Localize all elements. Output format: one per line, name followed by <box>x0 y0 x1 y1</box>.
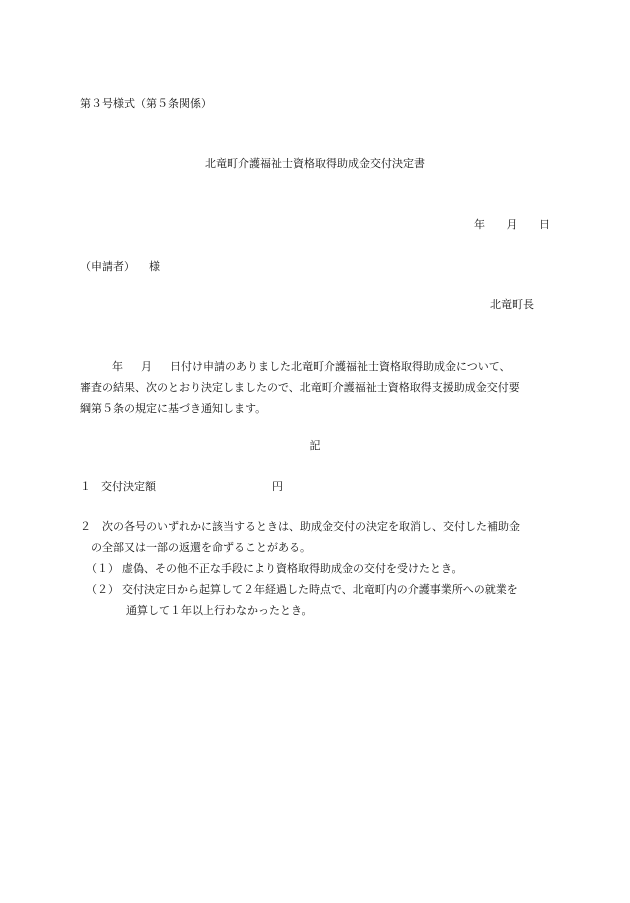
date-year: 年 <box>474 218 485 231</box>
body-line-3: 綱第５条の規定に基づき通知します。 <box>80 402 267 415</box>
sub-2-line-2: 通算して１年以上行わなかったとき。 <box>126 604 313 617</box>
sub-2-text-1: 交付決定日から起算して２年経過した時点で、北竜町内の介護事業所への就業を <box>122 583 518 596</box>
body-year: 年 <box>112 360 123 373</box>
issue-date <box>456 216 550 234</box>
item-2-line-1 <box>80 516 552 537</box>
document-title: 北竜町介護福祉士資格取得助成金交付決定書 <box>205 157 425 170</box>
body-line1-rest: 日付け申請のありました北竜町介護福祉士資格取得助成金について、 <box>170 360 511 373</box>
issuer-name: 北竜町長 <box>490 298 534 311</box>
sub-2-line-1 <box>86 579 552 600</box>
item-2-sub-1 <box>86 558 552 579</box>
item-2-number: ２ <box>80 520 91 533</box>
notice-body <box>80 356 552 419</box>
item-2-sub-2 <box>86 579 552 621</box>
sub-1-number: （１） <box>86 562 119 575</box>
sub-1-text: 虚偽、その他不正な手段により資格取得助成金の交付を受けたとき。 <box>122 562 463 575</box>
item-1-unit: 円 <box>272 480 283 493</box>
item-1-number: １ <box>80 480 91 493</box>
applicant-honorific: 様 <box>149 260 160 273</box>
body-month: 月 <box>141 360 152 373</box>
body-line-2: 審査の結果、次のとおり決定しましたので、北竜町介護福祉士資格取得支援助成金交付要 <box>80 381 520 394</box>
date-month: 月 <box>506 218 518 231</box>
ki-heading: 記 <box>309 439 321 452</box>
applicant-line <box>80 258 160 276</box>
item-1-label: 交付決定額 <box>101 480 156 493</box>
date-day: 日 <box>539 218 550 231</box>
form-number: 第３号様式（第５条関係） <box>80 97 212 110</box>
item-2 <box>80 516 552 558</box>
applicant-label: （申請者） <box>80 260 135 273</box>
item-2-line-2: の全部又は一部の返還を命ずることがある。 <box>91 541 311 554</box>
item-1 <box>80 478 283 496</box>
item-2-text-1: 次の各号のいずれかに該当するときは、助成金交付の決定を取消し、交付した補助金 <box>102 520 520 533</box>
sub-2-number: （２） <box>86 583 119 596</box>
body-line-1 <box>80 356 552 377</box>
